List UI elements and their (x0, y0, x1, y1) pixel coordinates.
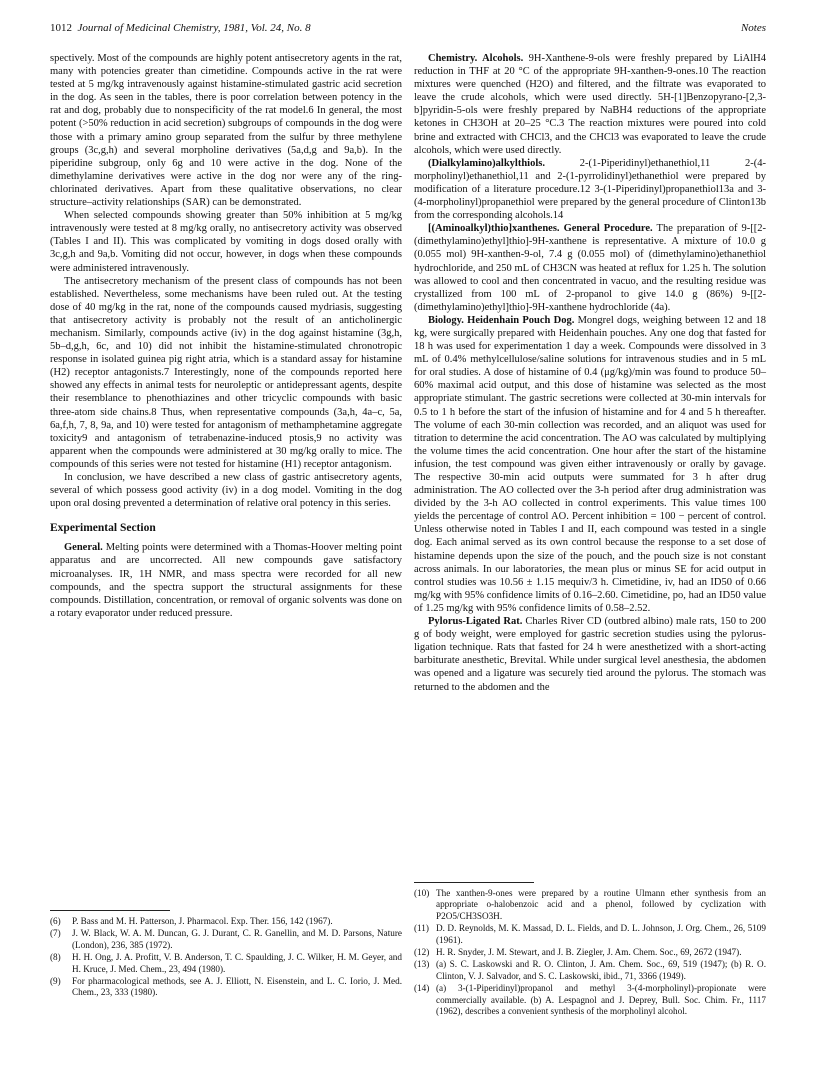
run-in-heading: Pylorus-Ligated Rat. (428, 616, 523, 628)
chemistry-paragraph: Chemistry. Alcohols. 9H-Xanthene-9-ols were freshly prepared by LiAlH4 reduction in THF at 20 °C of the appropriate 9H-xanthen-9-ones.10 The reaction mixtures were quenched (H2O) and filtered, and the filtrate was evaporated to leave the crude alcohols, which were used directly. 5H-[1]Benzopyrano-[2,3-b]pyridin-5-ols were freshly prepared by NaBH4 reductions of the appropriate ketones in CH3OH at 20–25 °C.3 The reaction mixtures were poured into cold brine and extracted with CHCl3, and the CHCl3 was evaporated to leave the crude alcohols, which were used directly. (414, 53, 766, 156)
run-in-heading: Chemistry. Alcohols. (428, 53, 524, 64)
reference-item: (11) D. D. Reynolds, M. K. Massad, D. L. Fields, and D. L. Johnson, J. Org. Chem., 26, 5109 (1961). (414, 923, 766, 945)
footnote-rule (414, 882, 534, 883)
left-column (50, 52, 402, 620)
reference-item: (10) The xanthen-9-ones were prepared by a routine Ulmann ether synthesis from an appropriate o-halobenzoic acid and a phenol, followed by cyclization with P2O5/CH3SO3H. (414, 888, 766, 921)
right-references (414, 888, 766, 1018)
reference-item: (14) (a) 3-(1-Piperidinyl)propanol and methyl 3-(4-morpholinyl)-propionate were commercially available. (b) A. Lespagnol and J. Deprey, Bull. Soc. Chim. Fr., 1117 (1962), describes a convenient synthesis of the morpholinyl alcohol. (414, 983, 766, 1017)
run-in-heading: General. (64, 542, 103, 554)
header-section: Notes (740, 22, 766, 34)
general-paragraph (50, 541, 402, 620)
page-number: 1012 (50, 22, 72, 34)
reference-item: (7) J. W. Black, W. A. M. Duncan, G. J. Durant, C. R. Ganellin, and M. D. Parsons, Nature (London), 236, 385 (1972). (50, 928, 402, 950)
journal-citation: Journal of Medicinal Chemistry, 1981, Vol. 24, No. 8 (77, 22, 311, 34)
run-in-heading: [(Aminoalkyl)thio]xanthenes. General Procedure. (428, 223, 653, 235)
general-text: Melting points were determined with a Thomas-Hoover melting point apparatus and are uncorrected. All new compounds gave satisfactory microanalyses. IR, 1H NMR, and mass spectra were recorded for all new compounds, and the spectra support the structural assignments for these compounds. Distillation, concentration, or removal of organic solvents was done on a rotary evaporator under reduced pressure. (50, 542, 403, 619)
biology-paragraph: Biology. Heidenhain Pouch Dog. Mongrel dogs, weighing between 12 and 18 kg, were surgically prepared with Heidenhain pouches. Any one dog that fasted for 18 h was used for experimentation 1 day a week. Compounds were dissolved in 3 mL of 0.4% methylcellulose/saline solutions for intravenous studies and in 5 mL for oral studies. A dose of histamine of 0.4 (μg/kg)/min was found to produce 50–60% maximal acid output, and this dose of histamine was selected as the most appropriate stimulant. The gastric secretions were collected at 30-min intervals for 0.5 to 1 h before the start of the infusion of histamine and for 4 and 5 h thereafter. The volume of each 30-min collection was recorded, and an aliquot was used for titration to determine the acid concentration. The AO was calculated by multiplying the volume times the acid concentration. One hour after the start of the histamine infusion, the test compound was given either intravenously or orally by gavage. The respective 30-min acid outputs were summated for 3 h after drug administration. The AO collected over the 3-h period after drug administration was divided by the 3-h AO collected in control experiments. This value times 100 yields the percentage of control AO. Percent inhibition = 100 − percent of control. Unless otherwise noted in Tables I and II, each compound was tested in a single dog. Each animal served as its own control because the response to a set dose of histamine depends upon the size of the pouch, and the pouch size is not constant across animals. In our laboratories, the mean plus or minus SE for acid output in control studies was 10.56 ± 1.15 mequiv/3 h. Cimetidine, iv, had an ID50 of 0.66 mg/kg with 95% confidence limits of 0.16–2.60. Cimetidine, po, had an ID50 value of 1.25 mg/kg with 95% confidence limits of 0.58–2.52. (414, 314, 767, 614)
pylorus-paragraph: Pylorus-Ligated Rat. Charles River CD (outbred albino) male rats, 150 to 200 g of body weight, were employed for gastric secretion studies using the pylorus-ligation technique. Rats that fasted for 24 h were anesthetized with a short-acting barbiturate anesthetic, Brevital. While under surgical level anesthesia, the abdomen was opened and a ligature was securely tied around the pylorus. The stomach was returned to the abdomen and the (414, 616, 766, 693)
run-in-heading: Biology. Heidenhain Pouch Dog. (428, 314, 575, 326)
reference-item: (9) For pharmacological methods, see A. J. Elliott, N. Eisenstein, and L. C. Iorio, J. Med. Chem., 23, 333 (1980). (50, 976, 402, 998)
reference-item: (6) P. Bass and M. H. Patterson, J. Pharmacol. Exp. Ther. 156, 142 (1967). (50, 916, 333, 926)
header-left (50, 22, 311, 34)
reference-item: (12) H. R. Snyder, J. M. Stewart, and J. B. Ziegler, J. Am. Chem. Soc., 69, 2672 (1947). (414, 947, 742, 958)
footnote-rule (50, 910, 170, 911)
xanthenes-paragraph: [(Aminoalkyl)thio]xanthenes. General Procedure. The preparation of 9-[[2-(dimethylamino)ethyl]thio]-9H-xanthene is representative. A mixture of 10.0 g (0.055 mol) 9H-xanthen-9-ol, 7.4 g (0.055 mol) of (dimethylamino)ethanethiol hydrochloride, and 250 mL of CH3CN was heated at reflux for 1.25 h. The solution was allowed to cool and then concentrated in vacuo, and the resulting residue was crystallized from 100 mL of 2-propanol to give 14.0 g (86%) 9-[[2-(dimethylamino)ethyl]thio]-9H-xanthene hydrochloride (4a). (414, 223, 767, 313)
left-references (50, 916, 402, 1000)
running-header (50, 22, 766, 38)
body-paragraph: spectively. Most of the compounds are highly potent antisecretory agents in the rat, many with potencies greater than cimetidine. Compounds active in the rat were tested at 5 mg/kg intravenously against histamine-stimulated gastric acid secretion in the dog. As seen in the tables, there is poor correlation between potency in the rat and dog, probably due to nonspecificity of the rat model.6 In general, the most potent (>50% reduction in acid secretion) subgroups of compounds in the dog were those with a primary amino group separated from the sulfur by three methylene groups (3c,g,h) and several morpholine derivatives (5a,d,g and 9a,b). In the piperidine subgroup, only 6g and 10 were active in the dog. None of the dimethylamine derivatives were active in the dog nor were any of the ring-chlorinated derivatives. Apart from these qualitative observations, no clear structure–activity relationships (SAR) can be demonstrated. (50, 53, 402, 209)
body-paragraph: The antisecretory mechanism of the present class of compounds has not been established. Nevertheless, some mechanisms have been ruled out. At the testing dose of 40 mg/kg in the rat, none of the compounds caused mydriasis, suggesting that antisecretory activity is probably not the result of an anticholinergic mechanism. Similarly, compounds active (iv) in the dog against histamine (3g,h, 5b–d,g,h, 6c, and 10) did not inhibit the histamine-stimulated chronotropic response in isolated guinea pig right atria, which is a standard assay for histamine (H2) receptor antagonists.7 Interestingly, none of the compounds reported here showed any effects in animal tests for neuroleptic or antidepressant agents, despite their resemblance to phenothiazines and other tricyclic compounds with basic three-atom side chains.8 Thus, when representative compounds (3a,h, 4a–c, 5a, 6a,f,h, 7, 8, 9a, and 10) were tested for antagonism of methamphetamine aggregate toxicity9 and antagonism of tetrabenazine-induced ptosis,9 no activity was apparent when the compounds were administered at 30 mg/kg orally to mice. The compounds of this series were not tested for histamine (H1) receptor antagonism. (50, 275, 402, 470)
body-paragraph: When selected compounds showing greater than 50% inhibition at 5 mg/kg intravenously were tested at 8 mg/kg orally, no antisecretory activity was observed (Tables I and II). This was complicated by vomiting in dogs dosed orally with 3c,g,h and 9a,b. Vomiting did not occur, however, in dogs when these compounds were administered intravenously. (50, 210, 402, 274)
run-in-heading: (Dialkylamino)alkylthiols. (428, 157, 545, 169)
reference-item: (8) H. H. Ong, J. A. Profitt, V. B. Anderson, T. C. Spaulding, J. C. Wilker, H. M. Geyer, and H. Kruce, J. Med. Chem., 23, 494 (1980). (50, 952, 402, 974)
right-column (414, 52, 766, 694)
thiols-paragraph: (Dialkylamino)alkylthiols. 2-(1-Piperidinyl)ethanethiol,11 2-(4-morpholinyl)ethanethiol,11 and 2-(1-pyrrolidinyl)ethanethiol were prepared by modification of a literature procedure.12 3-(1-Piperidinyl)propanethiol13a and 3-(4-morpholinyl)propanethiol were prepared by the general procedure of Clinton13b from the corresponding alcohols.14 (414, 157, 767, 222)
body-paragraph: In conclusion, we have described a new class of gastric antisecretory agents, several of which possess good activity (iv) in a dog model. Vomiting in the dog upon oral dosing prevented a determination of relative oral potency in this series. (50, 472, 402, 510)
section-heading: Experimental Section (50, 522, 156, 535)
reference-item: (13) (a) S. C. Laskowski and R. O. Clinton, J. Am. Chem. Soc., 69, 519 (1947); (b) R. O. Clinton, V. J. Salvador, and S. C. Laskowski, ibid., 71, 3366 (1949). (414, 959, 766, 981)
